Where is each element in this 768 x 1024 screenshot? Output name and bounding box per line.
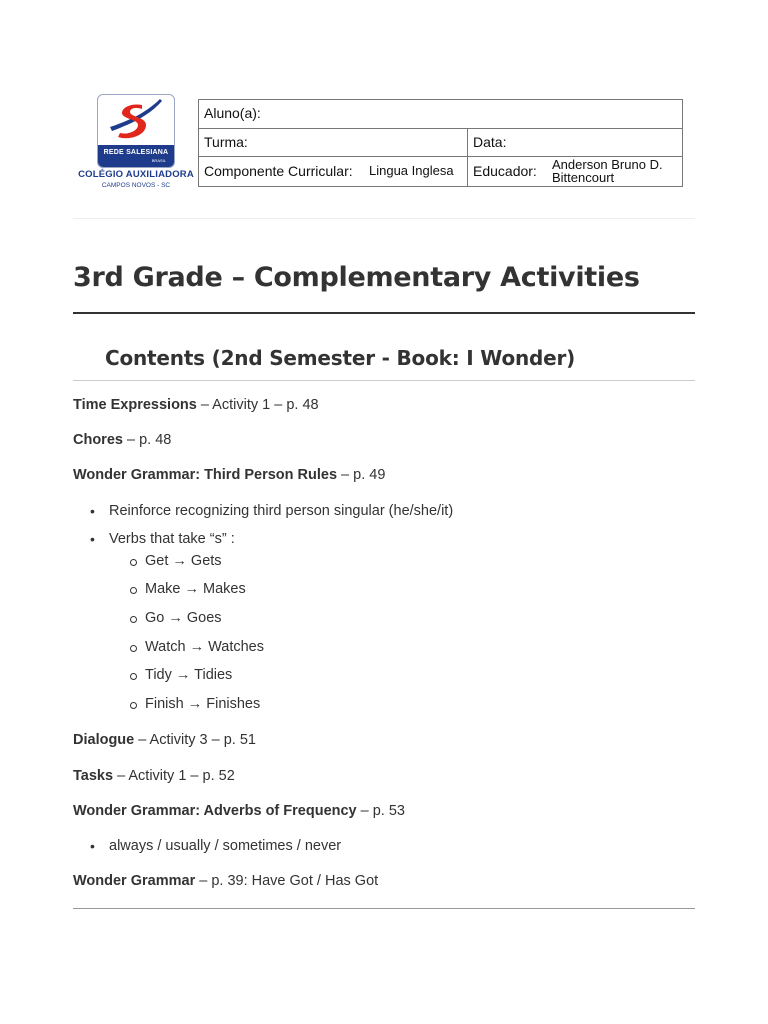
educator-field <box>467 157 682 186</box>
item-detail: – p. 39: Have Got / Has Got <box>195 873 379 889</box>
item-detail: – Activity 1 – p. 52 <box>113 768 235 784</box>
logo-emblem <box>97 94 175 168</box>
verb-item: Finish → Finishes <box>145 696 261 712</box>
logo-network-name: REDE SALESIANA <box>103 149 169 156</box>
content-item <box>73 768 235 784</box>
student-info-table <box>198 99 683 187</box>
header-divider <box>73 218 695 219</box>
bottom-divider <box>73 908 695 909</box>
student-row <box>199 100 682 129</box>
section-divider <box>73 380 695 381</box>
bullet-item: • always / usually / sometimes / never <box>109 838 341 854</box>
class-label: Turma: <box>204 134 248 150</box>
educator-name-line2: Bittencourt <box>552 170 615 185</box>
item-heading: Time Expressions <box>73 397 197 413</box>
subject-field <box>199 157 467 186</box>
item-heading: Wonder Grammar: Third Person Rules <box>73 467 338 483</box>
subject-value: Lingua Inglesa <box>369 163 454 178</box>
verb-item: Get → Gets <box>145 553 222 569</box>
subject-educator-row <box>199 157 682 186</box>
logo-band <box>98 145 174 167</box>
item-detail: – Activity 1 – p. 48 <box>196 397 319 413</box>
date-label: Data: <box>473 134 507 150</box>
verb-item: Watch → Watches <box>145 639 264 655</box>
item-heading: Tasks <box>73 768 114 784</box>
student-label: Aluno(a): <box>204 105 261 121</box>
item-detail: – p. 48 <box>122 432 172 448</box>
content-item <box>73 397 319 413</box>
content-item <box>73 432 171 448</box>
content-item <box>73 873 378 889</box>
subject-label: Componente Curricular: <box>204 163 353 179</box>
school-logo <box>78 94 194 194</box>
item-heading: Wonder Grammar: Adverbs of Frequency <box>73 803 357 819</box>
class-date-row <box>199 129 682 157</box>
class-field[interactable] <box>199 129 467 156</box>
logo-city: CAMPOS NOVOS - SC <box>101 182 171 189</box>
item-detail: – p. 53 <box>356 803 405 819</box>
content-item <box>73 803 405 819</box>
logo-school-name: COLÉGIO AUXILIADORA <box>78 169 194 180</box>
date-field[interactable] <box>467 129 682 156</box>
verb-item: Make → Makes <box>145 581 246 597</box>
page-title: 3rd Grade – Complementary Activities <box>73 262 640 293</box>
salesian-s-icon <box>98 95 174 147</box>
student-field[interactable] <box>199 100 682 128</box>
item-detail: – Activity 3 – p. 51 <box>134 732 256 748</box>
content-item <box>73 732 256 748</box>
item-heading: Wonder Grammar <box>73 873 196 889</box>
verb-item: Go → Goes <box>145 610 222 626</box>
educator-name-line1: Anderson Bruno D. <box>552 157 663 172</box>
educator-label: Educador: <box>473 163 537 179</box>
item-detail: – p. 49 <box>337 467 386 483</box>
bullet-item: • Reinforce recognizing third person singular (he/she/it) <box>109 503 453 519</box>
section-title: Contents (2nd Semester - Book: I Wonder) <box>105 346 576 370</box>
title-divider <box>73 312 695 314</box>
verb-item: Tidy → Tidies <box>145 667 233 683</box>
item-heading: Chores <box>73 432 123 448</box>
item-heading: Dialogue <box>73 732 135 748</box>
content-item <box>73 467 385 483</box>
logo-country: BRASIL <box>151 158 166 163</box>
bullet-item: • Verbs that take “s” : <box>109 531 235 547</box>
